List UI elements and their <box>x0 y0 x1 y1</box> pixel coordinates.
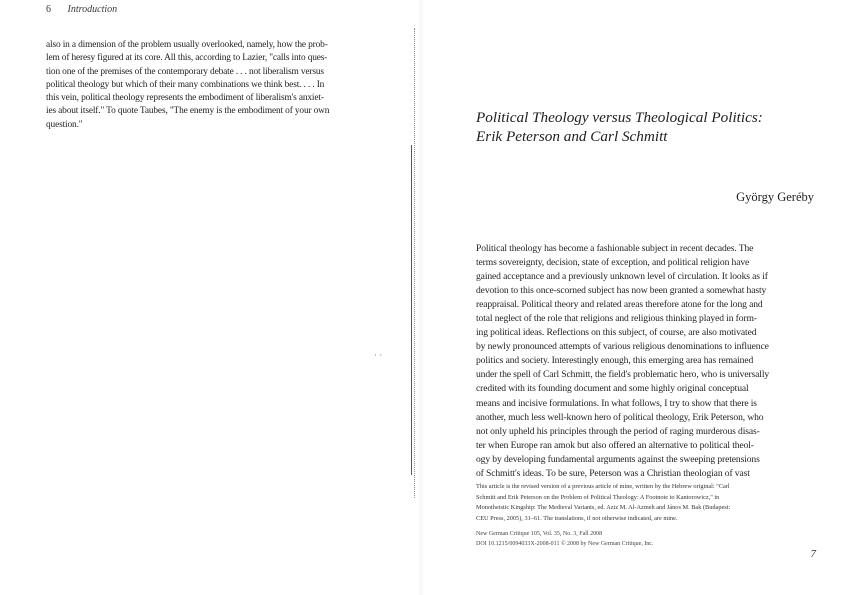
text-line: not only upheld his principles through the period of raging murderous disas- <box>476 425 760 437</box>
text-line: Political theology has become a fashionable subject in recent decades. The <box>476 243 754 254</box>
footnote-line: CEU Press, 2005), 31–61. The translations, if not otherwise indicated, are mine. <box>476 514 678 522</box>
right-page-number: 7 <box>810 548 816 560</box>
text-line: this vein, political theology represents the embodiment of liberalism's anxiet- <box>46 93 324 104</box>
gutter-dotted-line <box>414 28 417 498</box>
text-line: total neglect of the role that religions and religious thinking played in form- <box>476 313 757 325</box>
text-line: under the spell of Carl Schmitt, the field's problematic hero, who is universally <box>476 369 770 381</box>
footnote-line: Monotheistic Kingship: The Medieval Variants, ed. Aziz M. Al-Azmeh and János M. Bak (Budapest: <box>476 504 731 512</box>
text-line: reappraisal. Political theory and related areas therefore atone for the long and <box>476 299 763 311</box>
text-line: question." <box>46 119 83 130</box>
text-line: terms sovereignty, decision, state of exception, and political religion have <box>476 257 750 269</box>
journal-line: New German Critique 105, Vol. 35, No. 3, Fall 2008 <box>476 531 603 537</box>
text-line: credited with its founding document and some highly original conceptual <box>476 383 749 395</box>
running-head-title: Introduction <box>67 4 118 15</box>
article-title <box>476 108 816 146</box>
left-page <box>0 0 420 595</box>
journal-citation <box>476 529 816 549</box>
text-line: politics and society. Interestingly enough, this emerging area has remained <box>476 355 754 367</box>
footnote-line: Schmitt and Erik Peterson on the Problem of Political Theology: A Footnote to Kantorowicz," in <box>476 493 720 501</box>
author-name: György Geréby <box>736 190 814 204</box>
footnote-line: This article is the revised version of a previous article of mine, written by the Hebrew original: "Carl <box>476 483 730 490</box>
text-line: also in a dimension of the problem usually overlooked, namely, how the prob- <box>46 40 328 50</box>
text-line: lem of heresy figured at its core. All this, according to Lazier, "calls into ques- <box>46 53 328 64</box>
title-line: Political Theology versus Theological Politics: <box>476 109 763 126</box>
left-page-number: 6 <box>46 4 51 15</box>
text-line: ter when Europe ran amok but also offered an alternative to political theol- <box>476 439 754 451</box>
text-line: ing political ideas. Reflections on this subject, of course, are also motivated <box>476 327 757 339</box>
gutter-line <box>411 145 412 475</box>
article-body <box>476 242 816 481</box>
text-line: tion one of the premises of the contemporary debate . . . not liberalism versus <box>46 66 324 77</box>
article-footnote <box>476 482 816 524</box>
text-line: political theology but which of their many combinations we think best. . . . In <box>46 79 325 90</box>
journal-line: DOI 10.1215/0094033X-2008-011 © 2008 by New German Critique, Inc. <box>476 541 654 547</box>
text-line: means and incisive formulations. In what follows, I try to show that there is <box>476 397 757 409</box>
text-line: ies about itself." To quote Taubes, "The enemy is the embodiment of your own <box>46 106 330 117</box>
text-line: another, much less well-known hero of political theology, Erik Peterson, who <box>476 411 764 423</box>
text-line: gained acceptance and a previously unknown level of circulation. It looks as if <box>476 271 768 283</box>
left-page-text <box>46 39 366 132</box>
text-line: ogy by developing fundamental arguments against the sweeping pretensions <box>476 453 760 465</box>
title-line: Erik Peterson and Carl Schmitt <box>476 128 668 145</box>
text-line: of Schmitt's ideas. To be sure, Peterson was a Christian theologian of vast <box>476 467 750 479</box>
right-page <box>420 0 842 595</box>
text-line: by newly pronounced attempts of various religious denominations to influence <box>476 341 769 353</box>
running-head <box>46 4 117 15</box>
text-line: devotion to this once-scorned subject has now been granted a somewhat hasty <box>476 285 767 297</box>
scan-artifact: · · <box>374 350 383 360</box>
